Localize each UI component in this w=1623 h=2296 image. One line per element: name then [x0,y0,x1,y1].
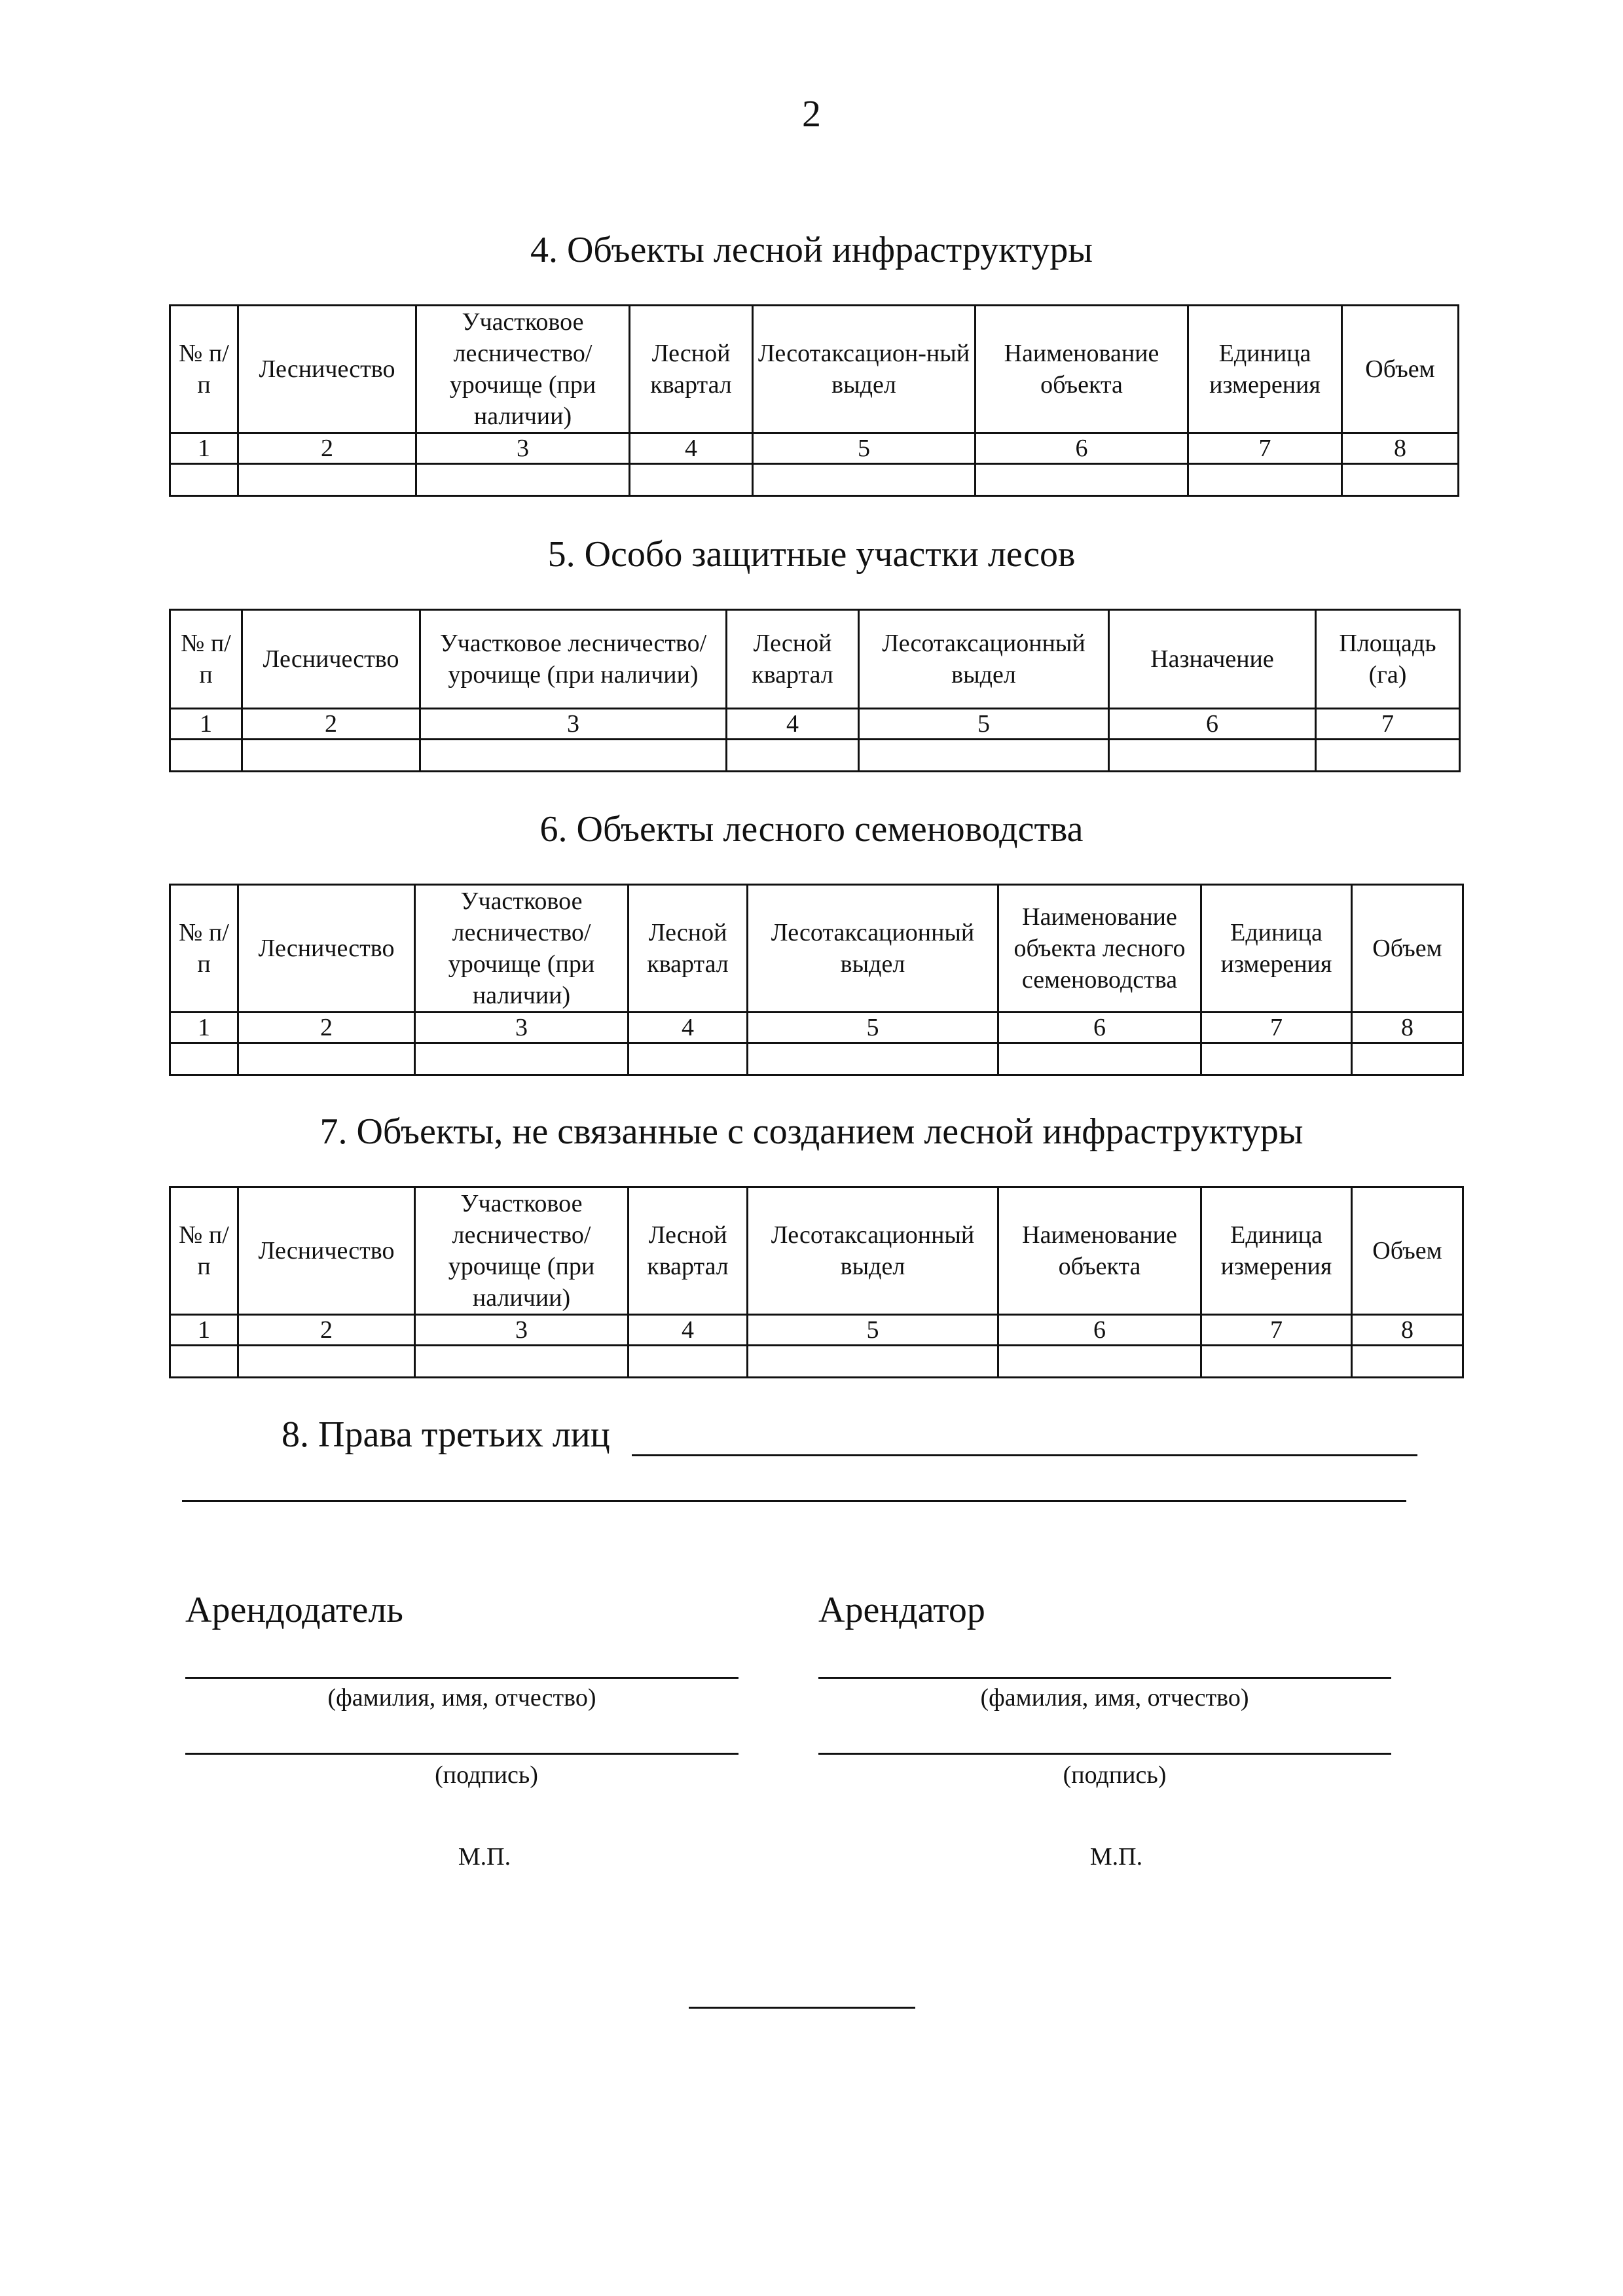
header-cell: Лесничество [238,1187,415,1315]
column-number: 1 [170,1315,238,1346]
third-party-rights-line [632,1454,1417,1456]
header-cell: Наименование объекта [998,1187,1201,1315]
empty-data-row [170,1043,1463,1075]
column-number: 4 [630,433,753,464]
column-number: 5 [748,1315,998,1346]
table-non-infrastructure-objects [169,1186,1464,1378]
table-cell [415,1043,629,1075]
column-number-row [170,709,1460,740]
table-cell [998,1346,1201,1378]
header-cell: Лесотаксационный выдел [748,885,998,1013]
column-number: 2 [242,709,420,740]
column-number: 7 [1316,709,1460,740]
column-number: 5 [753,433,976,464]
header-row [170,885,1463,1013]
lessee-label: Арендатор [818,1590,985,1630]
lessor-name-line [185,1677,739,1679]
header-cell: Объем [1342,306,1459,433]
lessor-signature-line [185,1753,739,1755]
table-forest-infrastructure [169,304,1459,497]
header-row [170,1187,1463,1315]
lessee-name-line [818,1677,1391,1679]
page-number: 2 [802,92,821,135]
table-forest-seed-objects [169,884,1464,1076]
table-cell [629,1043,748,1075]
column-number: 7 [1201,1013,1352,1043]
header-cell: Наименование объекта лесного семеноводства [998,885,1201,1013]
header-cell: Площадь (га) [1316,610,1460,709]
header-cell: Лесотаксационный выдел [748,1187,998,1315]
header-cell: Участковое лесничество/урочище (при наличии) [420,610,727,709]
lessor-label: Арендодатель [185,1590,403,1630]
table-cell [170,1346,238,1378]
section-5-title: 5. Особо защитные участки лесов [547,534,1076,575]
column-number: 1 [170,709,242,740]
lessor-signature-caption: (подпись) [435,1761,538,1789]
header-cell: Лесной квартал [629,1187,748,1315]
table-cell [727,740,859,772]
column-number: 6 [998,1315,1201,1346]
table-cell [1188,464,1342,496]
lessor-stamp-place: М.П. [458,1843,511,1871]
header-cell: № п/п [170,1187,238,1315]
header-cell: Лесной квартал [727,610,859,709]
column-number: 3 [420,709,727,740]
table-cell [170,740,242,772]
table-cell [748,1043,998,1075]
column-number-row [170,1315,1463,1346]
table-cell [753,464,976,496]
lessee-stamp-place: М.П. [1089,1843,1143,1871]
table-cell [170,1043,238,1075]
lessee-signature-caption: (подпись) [1063,1761,1167,1789]
header-row [170,610,1460,709]
header-cell: Лесной квартал [630,306,753,433]
table-cell [1201,1043,1352,1075]
header-cell: № п/п [170,306,238,433]
column-number: 4 [629,1315,748,1346]
table-cell [1109,740,1316,772]
header-cell: Лесотаксацион-ный выдел [753,306,976,433]
column-number: 4 [727,709,859,740]
column-number: 8 [1342,433,1459,464]
column-number: 8 [1352,1315,1463,1346]
column-number-row [170,1013,1463,1043]
table-cell [238,1043,415,1075]
header-cell: Единица измерения [1201,1187,1352,1315]
empty-data-row [170,740,1460,772]
header-cell: Наименование объекта [976,306,1188,433]
table-cell [415,1346,629,1378]
column-number: 3 [415,1013,629,1043]
header-cell: № п/п [170,885,238,1013]
header-cell: Участковое лесничество/ урочище (при наличии) [415,885,629,1013]
header-cell: Назначение [1109,610,1316,709]
column-number: 7 [1201,1315,1352,1346]
header-cell: Участковое лесничество/ урочище (при наличии) [416,306,630,433]
table-cell [238,1346,415,1378]
column-number-row [170,433,1459,464]
table-cell [629,1346,748,1378]
table-cell [976,464,1188,496]
lessor-name-caption: (фамилия, имя, отчество) [327,1684,596,1712]
column-number: 5 [748,1013,998,1043]
table-cell [1352,1346,1463,1378]
header-cell: Лесной квартал [629,885,748,1013]
column-number: 6 [1109,709,1316,740]
column-number: 7 [1188,433,1342,464]
column-number: 3 [416,433,630,464]
table-cell [998,1043,1201,1075]
section-8-title: 8. Права третьих лиц [282,1414,610,1455]
table-cell [1201,1346,1352,1378]
table-cell [1352,1043,1463,1075]
header-cell: № п/п [170,610,242,709]
section-6-title: 6. Объекты лесного семеноводства [539,809,1084,850]
column-number: 6 [998,1013,1201,1043]
column-number: 2 [238,433,416,464]
empty-data-row [170,1346,1463,1378]
header-cell: Участковое лесничество/ урочище (при наличии) [415,1187,629,1315]
section-7-title: 7. Объекты, не связанные с созданием лесной инфраструктуры [319,1111,1304,1152]
table-cell [859,740,1109,772]
table-cell [420,740,727,772]
header-cell: Единица измерения [1188,306,1342,433]
header-cell: Единица измерения [1201,885,1352,1013]
column-number: 5 [859,709,1109,740]
column-number: 1 [170,433,238,464]
header-cell: Лесотаксационный выдел [859,610,1109,709]
table-cell [416,464,630,496]
header-cell: Лесничество [242,610,420,709]
table-cell [242,740,420,772]
header-row [170,306,1459,433]
table-protective-forest-areas [169,609,1461,772]
table-cell [238,464,416,496]
column-number: 2 [238,1013,415,1043]
table-cell [630,464,753,496]
column-number: 4 [629,1013,748,1043]
header-cell: Лесничество [238,306,416,433]
header-cell: Объем [1352,885,1463,1013]
column-number: 3 [415,1315,629,1346]
header-cell: Лесничество [238,885,415,1013]
table-cell [1342,464,1459,496]
column-number: 6 [976,433,1188,464]
lessee-signature-line [818,1753,1391,1755]
third-party-rights-line-2 [182,1500,1406,1502]
column-number: 8 [1352,1013,1463,1043]
section-4-title: 4. Объекты лесной инфраструктуры [530,230,1093,270]
lessee-name-caption: (фамилия, имя, отчество) [980,1684,1249,1712]
table-cell [1316,740,1460,772]
table-cell [170,464,238,496]
empty-data-row [170,464,1459,496]
column-number: 1 [170,1013,238,1043]
end-separator-line [689,2007,915,2009]
column-number: 2 [238,1315,415,1346]
header-cell: Объем [1352,1187,1463,1315]
table-cell [748,1346,998,1378]
